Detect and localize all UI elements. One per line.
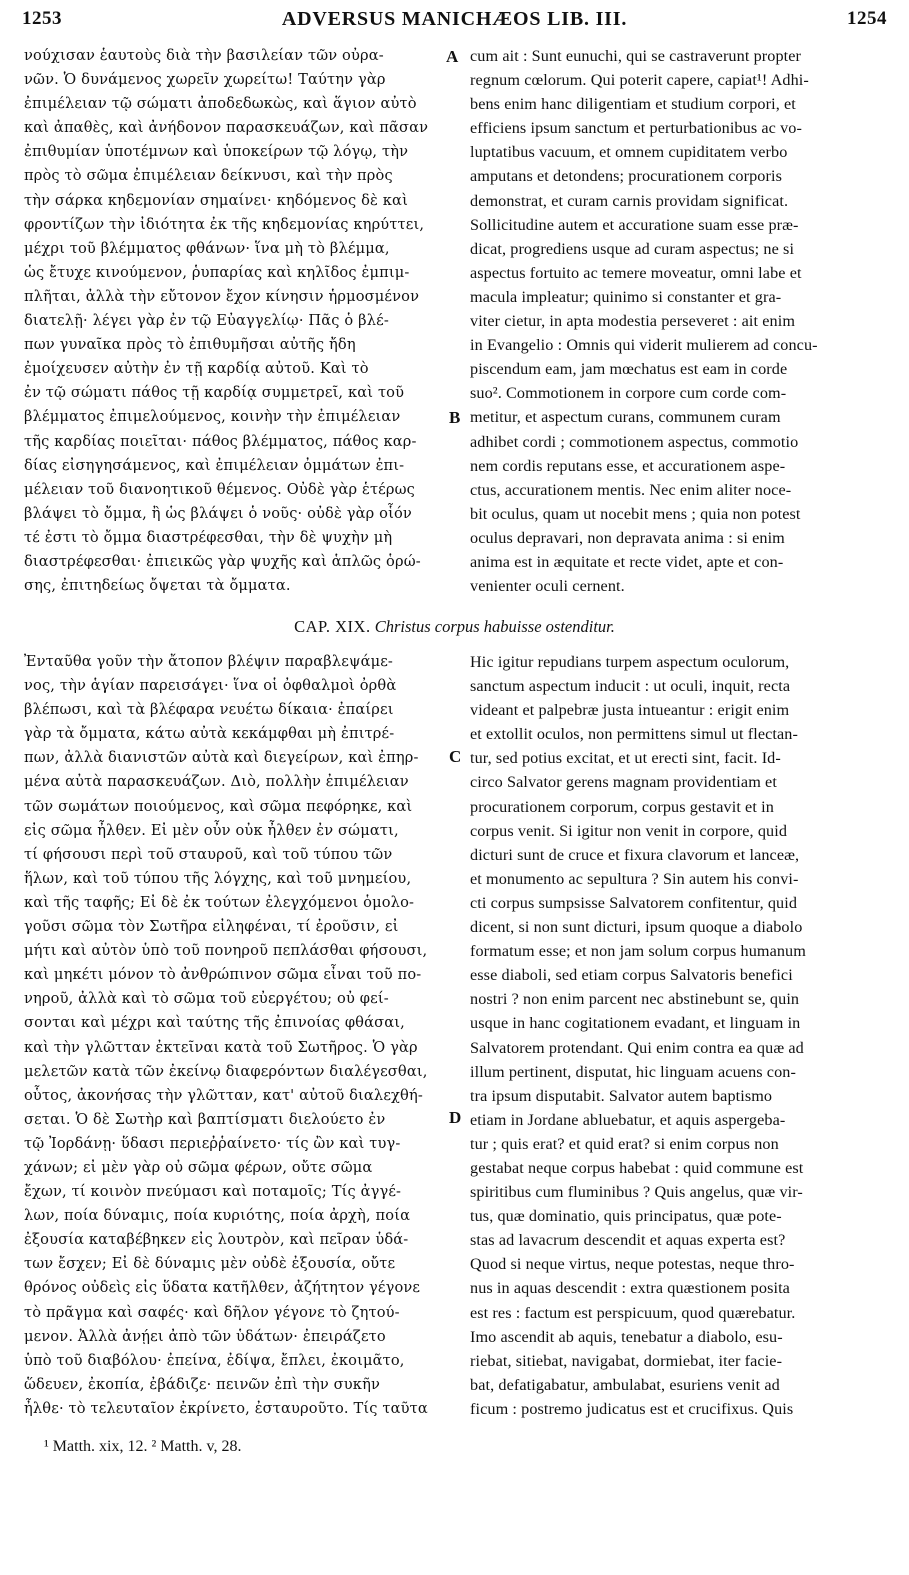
margin-marker-b: B — [449, 408, 461, 427]
text-line: demonstrat, et curam carnis providam significat. — [470, 191, 789, 210]
text-line: amputans et detondens; procurationem corporis — [470, 167, 782, 186]
text-line: Hic igitur repudians turpem aspectum oculorum, — [470, 653, 790, 671]
text-line: Salvatorem protendant. Qui enim contra ea quæ ad — [470, 1038, 804, 1057]
text-line: ὑπὸ τοῦ διαβόλου· ἐπείνα, ἐδίψα, ἔπλει, ἐκοιμᾶτο, — [24, 1351, 405, 1369]
text-line: cum ait : Sunt eunuchi, qui se castraverunt propter — [470, 47, 802, 65]
text-line: regnum cœlorum. Qui poterit capere, capiat¹! Adhi- — [470, 71, 809, 90]
text-line: ἐπιμέλειαν τῷ σώματι ἀποδεδωκὼς, καὶ ἅγιον αὐτὸ — [24, 95, 417, 113]
text-line: νούχισαν ἑαυτοὺς διὰ τὴν βασιλείαν τῶν οὐρα- — [24, 47, 384, 64]
text-line: circo Salvator gerens magnam providentiam et — [470, 773, 777, 792]
text-line: spiritibus cum fluminibus ? Quis angelus, quæ vir- — [470, 1183, 803, 1202]
text-line: των ἔσχεν; Εἰ δὲ δύναμις μὲν οὐδὲ ἐξουσία, οὔτε — [24, 1255, 396, 1273]
text-line: corpus venit. Si igitur non venit in corpore, quid — [470, 821, 788, 840]
text-line: et monumento ac sepultura ? Sin autem his convi- — [470, 869, 799, 888]
text-line: βλέπωσι, καὶ τὰ βλέφαρα νευέτω δίκαια· ἐπαίρει — [24, 701, 394, 719]
text-line: χάνων; εἰ μὲν γὰρ οὐ σῶμα φέρων, οὔτε σῶμα — [24, 1158, 373, 1176]
text-line: aspectus fortuito ac temere moveatur, omni labe et — [470, 263, 802, 282]
text-line: formatum esse; et non jam solum corpus humanum — [470, 942, 806, 961]
text-line: μήτι καὶ αὐτὸν ὑπὸ τοῦ πονηροῦ πεπλάσθαι φήσουσι, — [24, 942, 428, 960]
text-line: καὶ τὴν γλῶτταν ἐκτεῖναι κατὰ τοῦ Σωτῆρος. Ὁ γὰρ — [24, 1038, 418, 1056]
text-line: ἔχων, τί κοινὸν πνεύμασι καὶ ποταμοῖς; Τίς ἀγγέ- — [24, 1183, 402, 1201]
text-line: δίας εἰσηγησάμενος, καὶ ἐπιμέλειαν ὀμμάτων ἐπι- — [24, 456, 405, 474]
text-line: τῶν σωμάτων ποιούμενος, καὶ σῶμα πεφόρηκε, καὶ — [24, 797, 413, 815]
text-line: nem cordis reputans esse, et accurationem aspe- — [470, 456, 786, 475]
text-line: γὰρ τὰ ὄμματα, κάτω αὐτὰ κεκάμφθαι μὴ ἐπιτρέ- — [24, 725, 395, 743]
text-line: ctus, accurationem mentis. Nec enim aliter noce- — [470, 480, 792, 499]
text-line: φροντίζων τὴν ἰδιότητα ἐκ τῆς κηδεμονίας κηρύττει, — [24, 215, 425, 233]
margin-marker-c: C — [449, 747, 462, 766]
text-line: cti corpus sumpsisse Salvatorem confitentur, quid — [470, 893, 798, 912]
text-line: etiam in Jordane abluebatur, et aquis aspergeba- — [470, 1110, 786, 1129]
text-line: dicent, si non sunt dicturi, ipsum quoque a diabolo — [470, 918, 803, 937]
text-line: ὥδευεν, ἐκοπία, ἐβάδιζε· πεινῶν ἐπὶ τὴν συκῆν — [24, 1375, 380, 1393]
text-line: oculus depravari, non depravata anima : si enim — [470, 528, 785, 547]
text-line: καὶ τῆς ταφῆς; Εἰ δὲ ἐκ τούτων ἐλεγχόμενοι ὁμολο- — [24, 893, 415, 911]
text-line: πων, ἀλλὰ διανιστῶν αὐτὰ καὶ διεγείρων, καὶ ἐπηρ- — [24, 749, 419, 767]
text-line: anima est in æquitate et recte videt, apte et con- — [470, 552, 784, 571]
text-line: διατελῇ· λέγει γὰρ ἐν τῷ Εὐαγγελίῳ· Πᾶς ὁ βλέ- — [24, 312, 389, 330]
text-line: viter cietur, in apta modestia perseveret : ait enim — [470, 312, 796, 331]
text-line: bens enim hanc diligentiam et studium corpori, et — [470, 95, 796, 114]
text-line: usque in hanc cogitationem evadant, et linguam in — [470, 1014, 801, 1033]
text-line: tur, sed potius excitat, et ut erecti sint, facit. Id- — [470, 749, 781, 768]
text-line: εἰς σῶμα ἦλθεν. Εἰ μὲν οὖν οὐκ ἦλθεν ἐν σώματι, — [24, 821, 399, 839]
page-number-left: 1253 — [22, 8, 62, 29]
text-line: Sollicitudine autem et accuratione suam esse præ- — [470, 215, 799, 234]
text-line: tus, quæ dominatio, quis principatus, quæ pote- — [470, 1207, 782, 1226]
text-line: suo². Commotionem in corpore cum corde com- — [470, 384, 787, 403]
text-line: ὡς ἔτυχε κινούμενον, ῥυπαρίας καὶ κηλῖδος ἐμπιμ- — [24, 263, 410, 281]
text-line: βλάψει τὸ ὄμμα, ἢ ὡς βλάψει ὁ νοῦς· οὐδὲ γὰρ οἷόν — [24, 504, 412, 522]
text-line: videant et palpebræ justa intueantur : erigit enim — [470, 701, 790, 720]
text-line: πων γυναῖκα πρὸς τὸ ἐπιθυμῆσαι αὐτῆς ἤδη — [24, 336, 356, 354]
text-line: macula impleatur; quinimo si constanter et gra- — [470, 287, 782, 306]
text-line: σεται. Ὁ δὲ Σωτὴρ καὶ βαπτίσματι διελούετο ἐν — [24, 1110, 386, 1128]
text-line: et extollit oculos, non permittens simul ut flectan- — [470, 725, 798, 744]
text-line: gestabat neque corpus habebat : quid commune est — [470, 1158, 804, 1177]
text-line: est res : factum est perspicuum, quod quærebatur. — [470, 1303, 796, 1322]
text-line: esse diaboli, sed etiam corpus Salvatoris benefici — [470, 966, 793, 985]
text-line: ficum : postremo judicatus est et crucifixus. Quis — [470, 1399, 794, 1418]
text-line: bat, defatigabatur, ambulabat, esuriens venit ad — [470, 1375, 780, 1394]
text-line: efficiens ipsum sanctum et perturbationibus ac vo- — [470, 119, 802, 138]
running-title: ADVERSUS MANICHÆOS LIB. III. — [281, 8, 628, 30]
text-line: dicat, progrediens usque ad curam aspectus; ne si — [470, 239, 795, 258]
text-line: ἐξουσία καταβέβηκεν εἰς λουτρὸν, καὶ πεῖραν ὑδά- — [24, 1231, 409, 1249]
text-line: Imo ascendit ab aquis, tenebatur a diabolo, esu- — [470, 1327, 783, 1346]
margin-marker-a: A — [446, 47, 459, 66]
text-line: μέχρι τοῦ βλέμματος φθάνων· ἵνα μὴ τὸ βλέμμα, — [24, 239, 390, 257]
text-line: τί φήσουσι περὶ τοῦ σταυροῦ, καὶ τοῦ τύπου τῶν — [24, 845, 393, 863]
text-line: πρὸς τὸ σῶμα ἐπιμέλειαν δείκνυσι, καὶ τὴν πρὸς — [24, 167, 393, 185]
text-line: σης, ἐπιτηδείως ὄψεται τὰ ὄμματα. — [24, 577, 291, 595]
margin-marker-d: D — [449, 1108, 462, 1127]
text-line: τὴν σάρκα κηδεμονίαν σημαίνει· κηδόμενος δὲ καὶ — [24, 191, 408, 209]
text-line: tra ipsum disputabit. Salvator autem baptismo — [470, 1086, 773, 1105]
text-line: bit oculus, quam ut nocebit mens ; quia non potest — [470, 504, 801, 523]
text-line: τῷ Ἰορδάνῃ· ὕδασι περιεῤῥαίνετο· τίς ὢν καὶ τυγ- — [24, 1134, 401, 1152]
footnotes: ¹ Matth. xix, 12. ² Matth. v, 28. — [44, 1438, 242, 1455]
chapter-heading — [0, 617, 909, 637]
chapter-number: CAP. XIX. — [294, 617, 371, 636]
text-line: procurationem corporum, corpus gestavit et in — [470, 797, 774, 816]
text-line: ἐμοίχευσεν αὐτὴν ἐν τῇ καρδίᾳ αὐτοῦ. Καὶ τὸ — [24, 360, 369, 378]
text-line: nus in aquas descendit : extra quæstionem posita — [470, 1279, 790, 1298]
text-line: ἐπιθυμίαν ὑποτέμνων καὶ ὑποκείρων τῷ λόγῳ, τὴν — [24, 143, 409, 161]
text-line: μέλειαν τοῦ διανοητικοῦ θέμενος. Οὐδὲ γὰρ ἑτέρως — [24, 480, 415, 498]
text-line: tur ; quis erat? et quid erat? si enim corpus non — [470, 1134, 779, 1153]
text-line: nostri ? non enim parcent nec abstinebunt se, quin — [470, 990, 800, 1009]
text-line: νος, τὴν ἁγίαν παρεισάγει· ἵνα οἱ ὀφθαλμοὶ ὀρθὰ — [24, 677, 397, 695]
text-line: ἐν τῷ σώματι πάθος τῇ καρδίᾳ συμμετρεῖ, καὶ τοῦ — [24, 384, 405, 402]
text-line: adhibet cordi ; commotionem aspectus, commotio — [470, 432, 799, 451]
text-line: διαστρέφεσθαι· ἐπιεικῶς γὰρ ψυχῆς καὶ ἁπλῶς ὁρώ- — [24, 552, 421, 570]
text-line: νῶν. Ὁ δυνάμενος χωρεῖν χωρείτω! Ταύτην γὰρ — [24, 71, 386, 89]
text-line: μενον. Ἀλλὰ ἀνῄει ἀπὸ τῶν ὑδάτων· ἐπειράζετο — [24, 1327, 386, 1345]
text-line: οὗτος, ἀκονήσας τὴν γλῶτταν, κατ' αὐτοῦ διαλεχθή- — [24, 1086, 423, 1104]
running-header — [22, 6, 887, 40]
text-line: τὸ πρᾶγμα καὶ σαφές· καὶ δῆλον γέγονε τὸ ζητού- — [24, 1303, 400, 1321]
text-line: λων, ποία δύναμις, ποία κυριότης, ποία ἀρχὴ, ποία — [24, 1207, 411, 1225]
text-line: σονται καὶ μέχρι καὶ ταύτης τῆς ἐπινοίας φθάσαι, — [24, 1014, 405, 1032]
page-number-right: 1254 — [847, 8, 887, 29]
text-line: Quod si neque virtus, neque potestas, neque thro- — [470, 1255, 795, 1274]
text-line: μελετῶν κατὰ τῶν ἐκείνῳ διαφερόντων διαλέγεσθαι, — [24, 1062, 428, 1080]
text-line: πλῆται, ἀλλὰ τὴν εὔτονον ἔχον κίνησιν ἡρμοσμένον — [24, 287, 420, 305]
chapter-title: Christus corpus habuisse ostenditur. — [374, 617, 615, 636]
text-line: νηροῦ, ἀλλὰ καὶ τὸ σῶμα τοῦ εὐεργέτου; οὐ φεί- — [24, 990, 389, 1008]
latin-column-bottom — [470, 650, 890, 1421]
text-line: stas ad lavacrum descendit et aquas experta est? — [470, 1231, 786, 1250]
text-line: metitur, et aspectum curans, communem curam — [470, 408, 781, 427]
text-line: τέ ἐστι τὸ ὄμμα διαστρέφεσθαι, τὴν δὲ ψυχὴν μὴ — [24, 528, 393, 546]
text-line: καὶ μηκέτι μόνον τὸ ἀνθρώπινον σῶμα εἶναι τοῦ πο- — [24, 966, 422, 984]
text-line: ἦλθε· τὸ τελευταῖον ἐκρίνετο, ἐσταυροῦτο. Τίς ταῦτα — [24, 1399, 428, 1417]
text-line: piscendum eam, jam mœchatus est eam in corde — [470, 360, 788, 379]
text-line: sanctum aspectum inducit : ut oculi, inquit, recta — [470, 677, 791, 696]
text-line: venienter oculi cernent. — [470, 577, 625, 596]
text-line: τῆς καρδίας ποιεῖται· πάθος βλέμματος, πάθος καρ- — [24, 432, 417, 450]
greek-column-bottom — [24, 650, 444, 1421]
text-line: Ἐνταῦθα γοῦν τὴν ἄτοπον βλέψιν παραβλεψάμε- — [24, 653, 393, 670]
greek-column-top — [24, 44, 444, 598]
text-line: luptatibus vacuum, et omnem cupiditatem verbo — [470, 143, 788, 162]
text-line: riebat, sitiebat, navigabat, dormiebat, iter facie- — [470, 1351, 783, 1370]
text-line: ἥλων, καὶ τοῦ τύπου τῆς λόγχης, καὶ τοῦ μνημείου, — [24, 869, 412, 887]
text-line: θρόνος οὐδεὶς εἰς ὕδατα κατῆλθεν, ἀζήτητον γέγονε — [24, 1279, 421, 1297]
text-line: βλέμματος ἐπιμελούμενος, κοινὴν τὴν ἐπιμέλειαν — [24, 408, 401, 426]
text-line: in Evangelio : Omnis qui viderit mulierem ad concu- — [470, 336, 818, 355]
text-line: γοῦσι σῶμα τὸν Σωτῆρα εἰληφέναι, τί ἐροῦσιν, εἰ — [24, 918, 399, 936]
latin-column-top — [470, 44, 890, 598]
text-line: illum pertinent, disputat, hic linguam acuens con- — [470, 1062, 796, 1081]
text-line: μένα αὐτὰ παρασκευάζων. Διὸ, πολλὴν ἐπιμέλειαν — [24, 773, 409, 791]
text-line: dicturi sunt de cruce et fixura clavorum et lanceæ, — [470, 845, 800, 864]
text-line: καὶ ἀπαθὲς, καὶ ἀνήδονον παρασκευάζων, καὶ πᾶσαν — [24, 119, 429, 137]
